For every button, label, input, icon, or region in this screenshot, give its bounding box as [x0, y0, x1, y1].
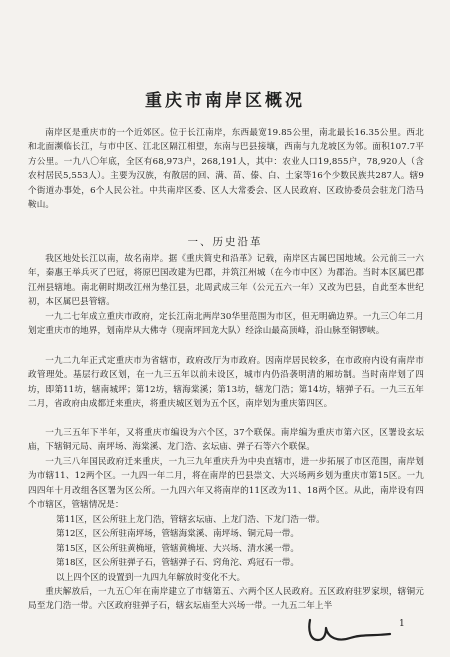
page-number: 1: [399, 619, 405, 629]
history-paragraph-5: 一九三八年国民政府迁来重庆，一九三九年重庆升为中央直辖市，进一步拓展了市区范围，南岸划为市辖11、12两个区。一九四一年二月，将在南岸的巴县崇文、大兴场两乡划为重庆市第15区。一九四四年十月改组各区署为区公所。一九四六年又将南岸的11区改为11、18两个区。从此，南岸设有四个市辖区，管辖情况是：: [28, 457, 424, 511]
section-heading: 一、历史沿革: [187, 236, 263, 248]
history-paragraph-1: 我区地处长江以南，故名南岸。据《重庆简史和沿革》记载，南岸区古属巴国地域。公元前三一六年，秦惠王举兵灭了巴冠，将原巴国改建为巴郡，并筑江州城（在今市中区）为郡治。当时本区属巴郡江州县辖地。南北朝时期改江州为垫江县，北周武成三年（公元五六一年）又改为巴县，自此至本世纪初，本区属巴县管辖。: [28, 254, 424, 308]
list-item: 第15区，区公所驻黄桷垭，管辖黄桷垭、大兴场、清水溪一带。: [56, 543, 299, 554]
history-paragraph-2: 一九二七年成立重庆市政府，定长江南北两岸30华里范围为市区，但无明确边界。一九三〇年二月划定重庆市的地界，划南岸从大佛寺（现南坪回龙大队）经涂山最高顶峰，沿山脉至铜锣峡。: [28, 312, 424, 337]
district-list: [56, 513, 424, 585]
list-item: 第11区，区公所驻上龙门浩，管辖玄坛庙、上龙门浩、下龙门浩一带。: [56, 515, 325, 525]
list-item: 第12区，区公所驻南坪场，管辖海棠溪、南坪场、铜元局一带。: [56, 529, 299, 540]
document-title: 重庆市南岸区概况: [145, 91, 305, 111]
list-item: 第18区，区公所驻弹子石，管辖弹子石、窍角沱、鸡冠石一带。: [56, 558, 299, 569]
intro-paragraph: 南岸区是重庆市的一个近郊区。位于长江南岸，东西最宽19.85公里，南北最长16.35公里。西北和北面濒临长江，与市中区、江北区隔江相望，东南与巴县接壤，西南与九龙坡区为邻。面积107.7平方公里。一九八〇年底，全区有68,973户，268,191人，其中：农业人口19,855户，78,920人（含农村居民5,553人）。主要为汉族，有散居的回、满、苗、傣、白、土家等16个少数民族共287人。辖9个街道办事处，6个人民公社。中共南岸区委、区人大常委会、区人民政府、区政协委员会驻龙门浩马鞍山。: [28, 128, 424, 211]
liberation-paragraph: 重庆解放后，一九五〇年在南岸建立了市辖第五、六两个区人民政府。五区政府驻罗家坝，辖铜元局至龙门浩一带。六区政府驻弹子石，辖玄坛庙至大兴场一带。一九五二年上半: [28, 587, 424, 612]
history-paragraph-4: 一九三五年下半年，又将重庆市编设为六个区，37个联保。南岸编为重庆市第六区，区署设玄坛庙，下辖铜元局、南坪场、海棠溪、龙门浩、玄坛庙、弹子石等六个联保。: [28, 428, 424, 453]
history-paragraph-3: 一九二九年正式定重庆市为省辖市，政府改厅为市政府。因南岸居民较多，在市政府内设有南岸市政管理处。基层行政区划，在一九三五年以前未设区，城市内仍沿袭明清的厢坊制。当时南岸划了四坊，即第11坊，辖南城坪；第12坊，辖海棠溪；第13坊，辖龙门浩；第14坊，辖弹子石。一九三五年二月，省政府由成都迁来重庆，将重庆城区划为五个区，南岸划为重庆第四区。: [28, 356, 424, 410]
districts-note: 以上四个区的设置到一九四九年解放时变化不大。: [56, 572, 246, 583]
handwritten-signature: [304, 614, 396, 650]
